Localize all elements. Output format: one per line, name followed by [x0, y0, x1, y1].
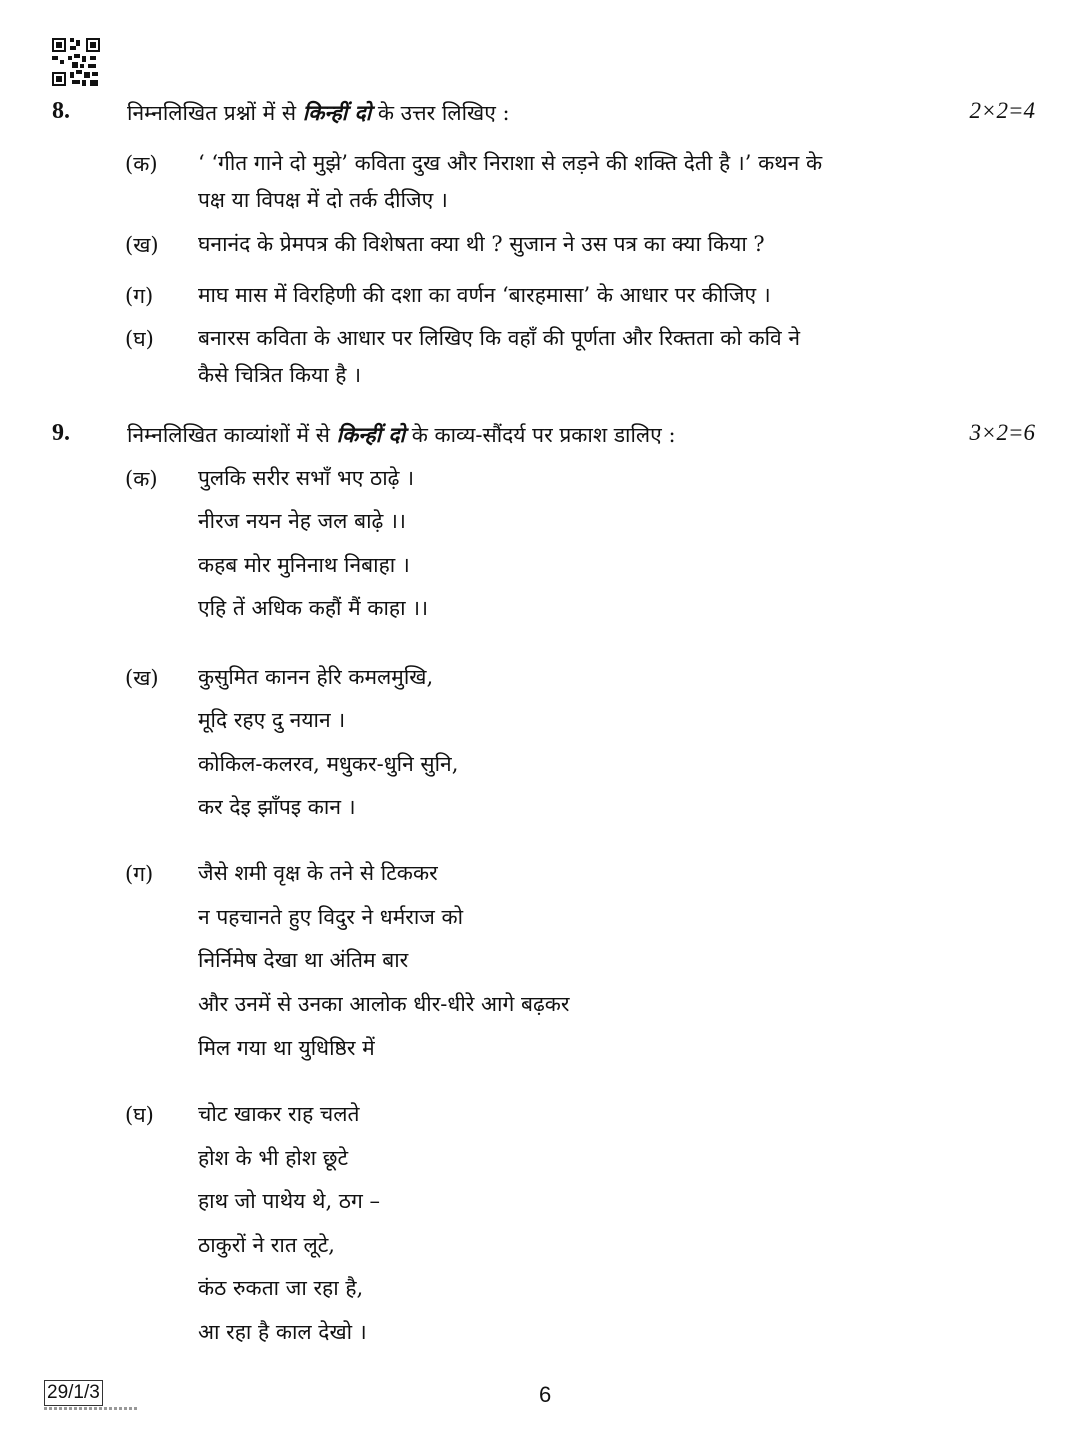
option-text: पक्ष या विपक्ष में दो तर्क दीजिए ।: [198, 188, 448, 212]
verse-line: आ रहा है काल देखो ।: [198, 1320, 367, 1344]
verse-line: निर्निमेष देखा था अंतिम बार: [198, 948, 409, 972]
qr-code-icon: [52, 38, 100, 86]
verse-line: चोट खाकर राह चलते: [198, 1102, 360, 1126]
verse-line: जैसे शमी वृक्ष के तने से टिककर: [198, 861, 438, 885]
verse-line: कुसुमित कानन हेरि कमलमुखि,: [198, 665, 434, 689]
verse-line: और उनमें से उनका आलोक धीर-धीरे आगे बढ़कर: [198, 992, 570, 1016]
verse-line: कंठ रुकता जा रहा है,: [198, 1276, 364, 1300]
option-label: (ख): [125, 233, 159, 257]
footer-microprint: [44, 1407, 139, 1410]
verse-line: मूदि रहए दु नयान ।: [198, 708, 346, 732]
option-text: घनानंद के प्रेमपत्र की विशेषता क्या थी ? सुजान ने उस पत्र का क्या किया ?: [198, 232, 765, 256]
question-number: 8.: [52, 98, 70, 124]
paper-code: 29/1/3: [44, 1380, 103, 1406]
option-label: (घ): [125, 1103, 154, 1127]
option-text: बनारस कविता के आधार पर लिखिए कि वहाँ की पूर्णता और रिक्तता को कवि ने: [198, 326, 801, 350]
question-instruction: निम्नलिखित प्रश्नों में से किन्हीं दो के उत्तर लिखिए :: [127, 100, 510, 125]
verse-line: न पहचानते हुए विदुर ने धर्मराज को: [198, 905, 464, 929]
marks-allocation: 3×2=6: [969, 420, 1035, 445]
verse-line: कर देइ झाँपइ कान ।: [198, 795, 356, 819]
option-label: (ग): [125, 284, 154, 308]
marks-allocation: 2×2=4: [969, 98, 1035, 123]
verse-line: कहब मोर मुनिनाथ निबाहा ।: [198, 553, 410, 577]
verse-line: पुलकि सरीर सभाँ भए ठाढ़े ।: [198, 466, 415, 490]
option-text: कैसे चित्रित किया है ।: [198, 363, 362, 387]
verse-line: हाथ जो पाथेय थे, ठग –: [198, 1189, 380, 1213]
verse-line: नीरज नयन नेह जल बाढ़े ।।: [198, 509, 406, 533]
option-text: माघ मास में विरहिणी की दशा का वर्णन ‘बारहमासा’ के आधार पर कीजिए ।: [198, 283, 771, 307]
emphasis-text: किन्हीं दो: [302, 100, 372, 125]
page-number: 6: [539, 1382, 552, 1407]
emphasis-text: किन्हीं दो: [336, 422, 405, 447]
verse-line: कोकिल-कलरव, मधुकर-धुनि सुनि,: [198, 752, 459, 776]
question-number: 9.: [52, 420, 70, 446]
option-label: (क): [125, 152, 158, 176]
option-label: (क): [125, 467, 158, 491]
verse-line: एहि तें अधिक कहौं मैं काहा ।।: [198, 596, 429, 620]
verse-line: मिल गया था युधिष्ठिर में: [198, 1036, 375, 1060]
verse-line: ठाकुरों ने रात लूटे,: [198, 1233, 335, 1257]
question-instruction: निम्नलिखित काव्यांशों में से किन्हीं दो के काव्य-सौंदर्य पर प्रकाश डालिए :: [127, 422, 676, 447]
option-label: (घ): [125, 327, 154, 351]
option-label: (ग): [125, 862, 154, 886]
verse-line: होश के भी होश छूटे: [198, 1146, 349, 1170]
option-text: ‘ ‘गीत गाने दो मुझे’ कविता दुख और निराशा से लड़ने की शक्ति देती है ।’ कथन के: [198, 151, 823, 175]
option-label: (ख): [125, 666, 159, 690]
